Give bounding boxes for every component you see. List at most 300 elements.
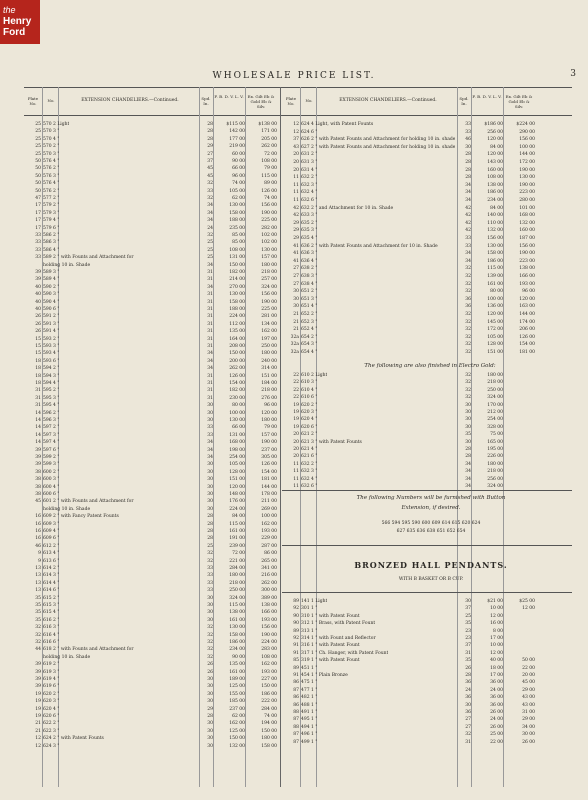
price-ex-cell: 126 00 [519,334,535,340]
table-row [283,121,539,128]
table-row [283,326,539,333]
spread-cell: 31 [207,344,213,349]
description-cell: 632 2 " [301,461,318,467]
plate-cell: 39 [35,277,41,283]
price-fb-cell: 161 00 [229,529,245,534]
table-row [283,197,539,204]
plate-cell: 87 [293,717,299,723]
spread-cell: 36 [465,680,471,686]
spread-cell: 30 [207,684,213,690]
price-fb-cell: 164 00 [229,336,245,342]
price-ex-cell: 79 00 [264,425,277,431]
spread-cell: 33 [207,573,213,579]
price-ex-cell: 190 00 [261,210,277,216]
description-cell: 496 1 " [301,732,318,738]
spread-cell: 30 [207,484,213,490]
plate-cell: 25 [35,151,41,157]
description-cell: 609 3 " [43,521,60,527]
plate-cell: 89 [293,599,299,604]
plate-cell: 35 [35,603,41,608]
price-fb-cell: 254 00 [487,417,503,423]
price-fb-cell: 250 00 [229,588,245,594]
plate-cell: 20 [293,160,299,165]
table-row [25,543,281,550]
price-fb-cell: 324 00 [487,484,503,489]
price-fb-cell: 200 00 [229,358,245,364]
price-fb-cell: 270 00 [229,284,245,290]
price-fb-cell: 105 00 [229,188,245,194]
plate-cell: 32 [35,632,41,638]
spread-cell: 28 [207,136,213,142]
table-row [25,276,281,283]
table-row [283,702,539,709]
table-row [25,254,281,261]
table-row [283,424,539,431]
spread-cell: 28 [207,514,213,520]
price-fb-cell: 154 00 [229,381,245,386]
price-ex-cell: 205 00 [261,136,277,142]
table-row [283,461,539,468]
spread-cell: 24 [465,687,471,693]
table-row [25,535,281,542]
left-fb-header: F. B. D. V. L. V. [214,94,244,99]
spread-cell: 34 [465,469,471,475]
price-fb-cell: 221 00 [229,558,245,564]
plate-cell: 91 [293,673,299,678]
description-cell: 317 1 " Ch. Hanger, with Patent Fount [301,650,389,656]
spread-cell: 34 [207,447,213,453]
price-fb-cell: 12 00 [490,650,503,656]
spread-cell: 34 [465,258,471,264]
description-cell: 596 3 " [43,418,60,423]
description-cell: 593 3 " [43,344,60,349]
price-ex-cell: 163 00 [519,304,535,310]
price-ex-cell: 34 00 [522,724,535,730]
description-cell: 301 1 " [301,606,318,612]
spread-cell: 34 [465,484,471,489]
table-row [25,424,281,431]
price-fb-cell: 128 00 [487,342,503,348]
price-fb-cell: 25 00 [490,732,503,738]
spread-cell: 30 [207,617,213,623]
price-fb-cell: 230 00 [229,395,245,401]
price-fb-cell: 186 00 [487,190,503,196]
spread-cell: 30 [207,677,213,682]
table-row [25,587,281,594]
price-fb-cell: 156 00 [487,236,503,241]
plate-cell: 20 [293,432,299,438]
description-cell: 597 2 " [43,425,60,431]
table-row [25,121,281,128]
price-ex-cell: 305 00 [261,455,277,460]
price-fb-cell: $115 00 [226,122,245,127]
plate-cell: 41 [293,251,299,257]
price-fb-cell: 62 00 [232,714,245,719]
description-cell: 635 3 " [301,228,318,234]
price-ex-cell: 144 00 [519,312,535,317]
table-row [283,250,539,257]
price-ex-cell: 229 00 [261,536,277,542]
plate-cell: 12 [35,736,41,742]
table-row [25,210,281,217]
description-cell: 599 2 " [43,455,60,460]
price-fb-cell: 177 00 [229,136,245,142]
description-cell: 631 4 " [301,167,318,173]
table-row [25,321,281,328]
price-ex-cell: 157 00 [261,255,277,261]
price-ex-cell: 186 00 [261,691,277,697]
spread-cell: 27 [465,717,471,723]
table-row [283,265,539,272]
table-row [283,341,539,348]
price-fb-cell: 151 00 [229,477,245,483]
price-ex-cell: 250 00 [261,344,277,349]
price-fb-cell: 182 00 [229,388,245,394]
description-cell: 632 3 " [301,182,318,188]
plate-cell: 27 [293,266,299,272]
description-cell: 651 4 " [301,304,318,310]
button-note-line-2: Extension, if desired. [401,505,461,511]
plate-cell: 35 [35,610,41,616]
description-cell: 595 4 " [43,403,60,409]
price-ex-cell: 284 00 [261,706,277,712]
price-ex-cell: 178 00 [261,492,277,497]
price-ex-cell: 222 00 [261,699,277,705]
price-fb-cell: 158 00 [487,251,503,257]
spread-cell: 30 [207,477,213,483]
price-ex-cell: 216 00 [261,573,277,579]
table-row [283,235,539,242]
description-cell: 620 2 " [43,691,60,697]
price-fb-cell: 62 00 [232,196,245,201]
left-section-header: EXTENSION CHANDELIERS.—Continued. [81,98,179,103]
table-row [25,484,281,491]
plate-cell: 44 [35,647,41,653]
price-fb-cell: 284 00 [229,566,245,571]
price-fb-cell: 186 00 [487,258,503,264]
plate-cell: 29 [293,220,299,226]
price-ex-cell: $224 00 [516,122,535,127]
table-row [25,173,281,180]
bronzed-hall-pendants-subtitle: WITH B BASKET OR B CUP. [398,577,464,582]
description-cell: 570 4 " [43,136,60,142]
price-ex-cell: 190 00 [519,182,535,188]
description-cell: 576 4 " [43,181,60,187]
price-ex-cell: 193 00 [261,529,277,534]
table-row [283,258,539,265]
spread-cell: 30 [207,462,213,468]
plate-cell: 14 [35,425,41,431]
plate-cell: 31 [35,388,41,394]
description-cell: 638 2 " [301,266,318,272]
price-ex-cell: 20 00 [522,673,535,678]
price-fb-cell: 172 00 [487,327,503,333]
price-fb-cell: 130 00 [229,203,245,209]
price-fb-cell: 195 00 [487,447,503,452]
table-row [25,291,281,298]
table-row [283,174,539,181]
table-row [25,180,281,187]
spread-cell: 31 [207,329,213,335]
description-cell: 477 1 " [301,687,318,693]
spread-cell: 42 [465,220,471,226]
plate-cell: 25 [35,122,41,127]
price-ex-cell: 22 00 [522,665,535,671]
plate-cell: 35 [35,617,41,623]
bronzed-header-rule [282,592,572,593]
price-fb-cell: 235 00 [229,225,245,231]
plate-cell: 19 [293,402,299,408]
price-fb-cell: 72 00 [232,551,245,557]
price-ex-cell: 144 00 [261,484,277,490]
plate-cell: 22 [293,373,299,378]
price-fb-cell: 186 00 [229,640,245,645]
price-fb-cell: 218 00 [487,469,503,475]
description-cell: 495 1 " [301,717,318,723]
table-row [283,620,539,627]
description-cell: 609 6 " [43,536,60,542]
price-ex-cell: 126 00 [261,188,277,194]
table-row [25,698,281,705]
table-row [25,158,281,165]
description-cell: 570 3 " [43,151,60,157]
price-fb-cell: 125 00 [229,684,245,690]
table-row [283,167,539,174]
plate-cell: 40 [35,292,41,298]
table-row [25,387,281,394]
electro-gold-note: The following are also finished in Electro Gold: [364,363,496,369]
price-ex-cell: 130 00 [519,175,535,181]
spread-cell: 28 [207,521,213,527]
table-row [25,336,281,343]
price-fb-cell: 198 00 [229,447,245,453]
spread-cell: 34 [465,476,471,482]
plate-cell: 18 [35,358,41,364]
description-cell: 451 1 " [301,665,318,671]
spread-cell: 32 [207,640,213,645]
plate-cell: 11 [293,461,299,467]
table-row [25,136,281,143]
description-cell: 576 2 " [43,166,60,172]
plate-cell: 16 [35,529,41,534]
plate-cell: 50 [35,181,41,187]
plate-cell: 42 [293,213,299,219]
plate-cell: 39 [35,447,41,453]
table-row [283,605,539,612]
table-row [25,565,281,572]
spread-cell: 34 [207,440,213,446]
description-cell: 619 6 " [43,684,60,690]
spread-cell: 34 [207,262,213,268]
price-fb-cell: 132 00 [229,743,245,749]
table-row [283,687,539,694]
table-row [25,143,281,150]
description-cell: 620 6 " [43,714,60,719]
price-fb-cell: 138 00 [229,610,245,616]
plate-cell: 39 [35,684,41,690]
plate-cell: 40 [35,307,41,312]
table-row [283,613,539,620]
price-ex-cell: 102 00 [261,240,277,246]
price-fb-cell: 324 00 [229,595,245,601]
price-fb-cell: 105 00 [229,462,245,468]
price-fb-cell: 75 00 [490,432,503,438]
plate-cell: 21 [293,319,299,325]
table-row [25,513,281,520]
button-note-rule [282,490,572,491]
plate-cell: 11 [293,469,299,475]
spread-cell: 25 [207,240,213,246]
description-cell: 651 3 " [301,296,318,302]
price-fb-cell: 22 00 [490,739,503,745]
price-fb-cell: 189 00 [229,677,245,682]
table-row [25,439,281,446]
spread-cell: 26 [207,669,213,675]
description-cell: 610 4 " [301,387,318,393]
price-ex-cell: 190 00 [261,440,277,446]
price-ex-cell: 181 00 [519,350,535,355]
plate-cell: 27 [293,274,299,279]
description-cell: 632 4 " [301,190,318,196]
description-cell: 632 2 " [301,175,318,181]
spread-cell: 30 [207,506,213,512]
plate-cell: 35 [35,595,41,601]
price-fb-cell: 115 00 [229,521,245,527]
description-cell: 576 3 " [43,173,60,179]
description-cell: 631 2 " [301,152,318,158]
spread-cell: 31 [207,395,213,401]
spread-cell: 30 [207,721,213,727]
table-row [25,262,281,269]
plate-cell: 32a [290,334,299,340]
plate-cell: 9 [38,558,41,564]
price-ex-cell: 287 00 [261,543,277,549]
spread-cell: 30 [207,410,213,416]
price-fb-cell: 161 00 [487,281,503,287]
plate-cell: 22 [293,380,299,386]
spread-cell: 37 [465,643,471,649]
description-cell: 615 3 " [43,603,60,608]
table-row [25,232,281,239]
description-cell: 591 4 " [43,329,60,335]
description-cell: 601 2 " with Founts and Attachment for [43,499,134,505]
price-fb-cell: 170 00 [487,402,503,408]
plate-cell: 50 [35,166,41,172]
price-ex-cell: 134 00 [261,321,277,327]
plate-cell: 19 [35,691,41,697]
spread-cell: 32 [465,327,471,333]
price-ex-cell: 190 00 [261,299,277,305]
price-ex-cell: 223 00 [519,258,535,264]
spread-cell: 30 [207,736,213,742]
price-fb-cell: 324 00 [487,395,503,401]
price-ex-cell: 184 00 [261,381,277,386]
spread-cell: 27 [465,724,471,730]
table-row [25,188,281,195]
plate-cell: 19 [35,706,41,712]
price-ex-cell: 172 00 [519,160,535,165]
price-ex-cell: $138 00 [258,122,277,127]
plate-cell: 30 [293,304,299,310]
plate-cell: 37 [293,137,299,143]
description-cell: 610 6 " [301,395,318,401]
price-fb-cell: 84 00 [490,144,503,150]
page-title: WHOLESALE PRICE LIST. [212,71,376,81]
price-ex-cell: 225 00 [261,307,277,312]
description-cell: 475 1 " [301,680,318,686]
spread-cell: 31 [207,277,213,283]
spread-cell: 32 [465,319,471,325]
plate-cell: 26 [35,321,41,327]
description-cell: 632 6 " [301,198,318,203]
price-ex-cell: 100 00 [261,514,277,520]
plate-cell: 30 [293,289,299,295]
table-row [25,151,281,158]
table-row [25,720,281,727]
table-row [283,349,539,356]
table-row [283,296,539,303]
price-fb-cell: 239 00 [229,543,245,549]
price-fb-cell: 130 00 [229,292,245,298]
price-fb-cell: 160 00 [487,167,503,173]
table-row [283,227,539,234]
plate-cell: 38 [35,469,41,475]
spread-cell: 42 [465,205,471,211]
header-top-rule [24,87,572,88]
plate-cell: 85 [293,658,299,664]
price-fb-cell: 150 00 [229,351,245,357]
price-fb-cell: 218 00 [229,580,245,586]
plate-cell: 40 [35,299,41,305]
price-fb-cell: 226 00 [487,454,503,460]
price-fb-cell: 262 00 [229,366,245,372]
price-fb-cell: $186 00 [484,122,503,127]
table-row [283,642,539,649]
plate-cell: 20 [293,447,299,452]
plate-cell: 39 [35,662,41,668]
price-ex-cell: 300 00 [261,588,277,594]
right-no-header: No. [305,98,313,103]
price-fb-cell: 84 00 [490,205,503,211]
description-cell: holding 10 in. Shade [43,654,91,660]
table-row [25,454,281,461]
price-ex-cell: 120 00 [261,410,277,416]
plate-cell: 25 [35,136,41,142]
description-cell: 651 2 " [301,289,318,295]
price-ex-cell: 262 00 [261,580,277,586]
price-ex-cell: 181 00 [261,477,277,483]
spread-cell: 30 [465,599,471,604]
price-ex-cell: 108 00 [261,159,277,164]
price-fb-cell: 208 00 [229,344,245,349]
price-ex-cell: 144 00 [519,152,535,158]
description-cell: 620 4 " [43,706,60,712]
description-cell: 594 2 " [43,366,60,372]
plate-cell: 19 [293,417,299,423]
table-row [283,136,539,143]
price-fb-cell: 80 00 [232,403,245,409]
price-ex-cell: 154 00 [261,469,277,475]
spread-cell: 32 [465,312,471,317]
spread-cell: 34 [207,203,213,209]
table-row [25,572,281,579]
spread-cell: 31 [207,381,213,386]
spread-cell: 32 [207,647,213,653]
price-fb-cell: 10 00 [490,643,503,649]
price-fb-cell: 120 00 [487,312,503,317]
table-row [25,343,281,350]
description-cell: 624 2 " with Patent Founts [43,736,104,742]
